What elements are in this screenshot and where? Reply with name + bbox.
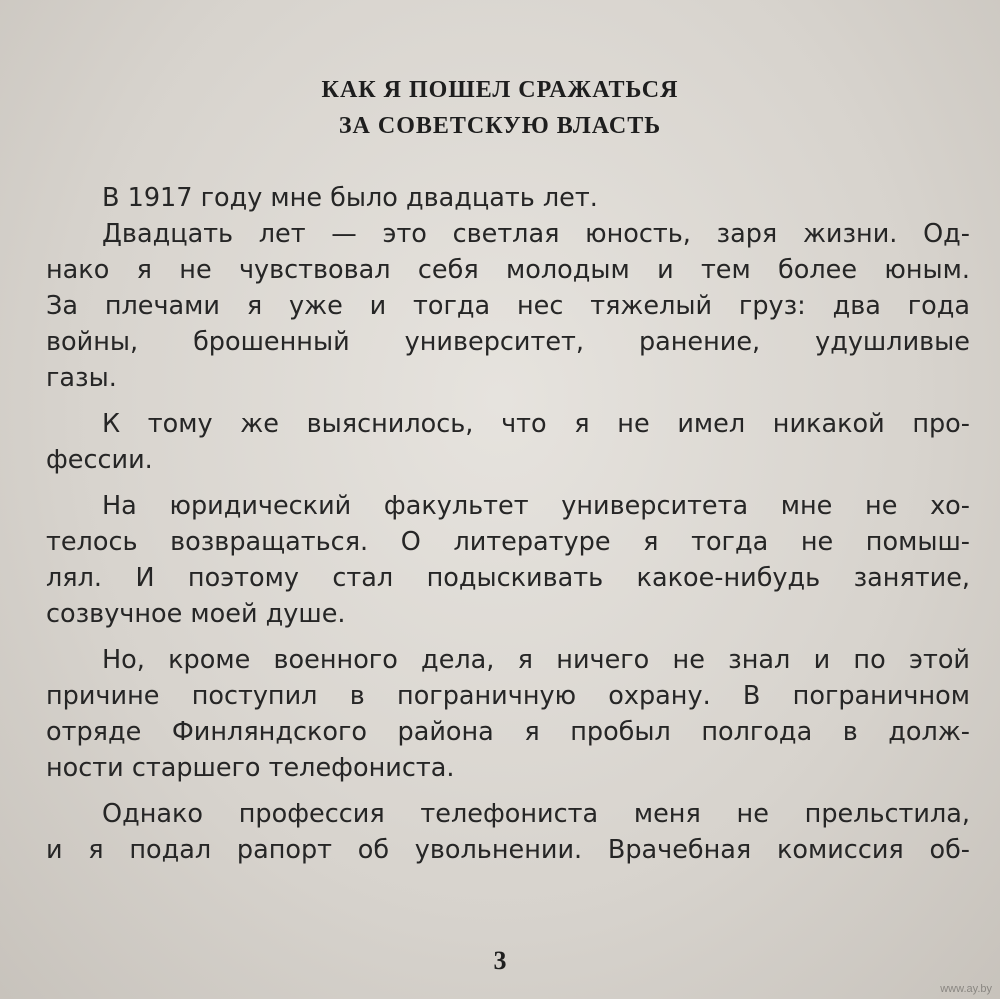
text-line: Однако профессия телефониста меня не прельстила, [102, 799, 970, 829]
text-line: лял. И поэтому стал подыскивать какое-нибудь занятие, [46, 563, 970, 593]
watermark: www.ay.by [940, 983, 992, 995]
text-line: войны, брошенный университет, ранение, удушливые [46, 327, 970, 357]
text-line: и я подал рапорт об увольнении. Врачебная комиссия об- [46, 835, 970, 865]
chapter-title-line-1: КАК Я ПОШЕЛ СРАЖАТЬСЯ [321, 77, 679, 103]
text-line: отряде Финляндского района я пробыл полгода в долж- [46, 717, 970, 747]
text-line: В 1917 году мне было двадцать лет. [102, 183, 598, 213]
text-line: созвучное моей душе. [46, 599, 346, 629]
text-line: ности старшего телефониста. [46, 753, 455, 783]
page-number: 3 [493, 946, 507, 975]
text-line: телось возвращаться. О литературе я тогда не помыш- [46, 527, 970, 557]
text-line: К тому же выяснилось, что я не имел никакой про- [102, 409, 970, 439]
text-line: причине поступил в пограничную охрану. В пограничном [46, 681, 970, 711]
body-text [46, 180, 970, 868]
text-line: фессии. [46, 445, 153, 475]
text-line: газы. [46, 363, 117, 393]
text-line: нако я не чувствовал себя молодым и тем более юным. [46, 255, 970, 285]
text-line: Двадцать лет — это светлая юность, заря жизни. Од- [102, 219, 970, 249]
text-line: За плечами я уже и тогда нес тяжелый груз: два года [46, 291, 970, 321]
text-line: На юридический факультет университета мне не хо- [102, 491, 970, 521]
chapter-title [0, 72, 1000, 144]
chapter-title-line-2: ЗА СОВЕТСКУЮ ВЛАСТЬ [338, 113, 662, 139]
text-line: Но, кроме военного дела, я ничего не знал и по этой [102, 645, 970, 675]
